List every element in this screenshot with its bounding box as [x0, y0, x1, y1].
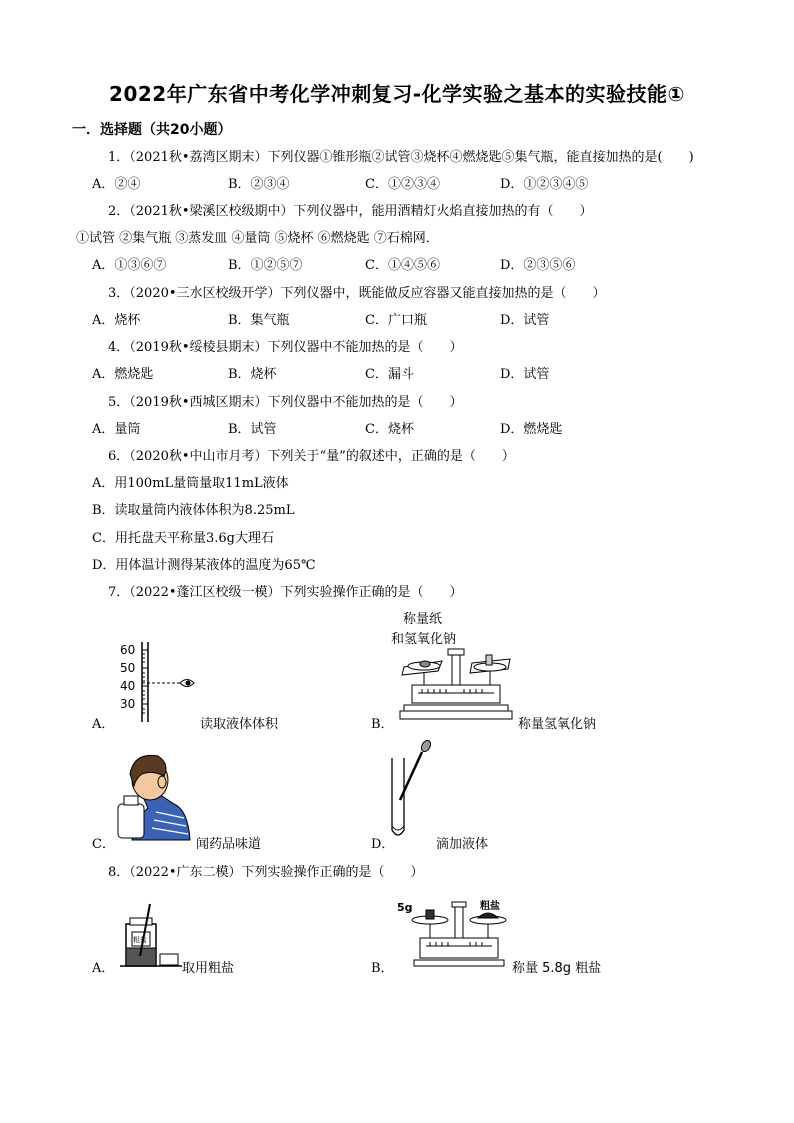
section-heading: 一．选择题（共20小题） [72, 122, 232, 138]
q7-option-a[interactable]: A． [92, 717, 115, 732]
q8-label-a: 取用粗盐 [182, 961, 235, 976]
q1-option-a[interactable]: A．②④ [92, 177, 141, 192]
q2-option-b[interactable]: B．①②⑤⑦ [228, 258, 303, 273]
q3-option-d[interactable]: D．试管 [500, 313, 550, 328]
question-6-stem: 6．（2020秋•中山市月考）下列关于“量”的叙述中，正确的是（ ） [108, 449, 515, 464]
tick-60: 60 [120, 643, 136, 657]
q8-option-a[interactable]: A． [92, 961, 115, 976]
q8-option-b[interactable]: B． [371, 961, 394, 976]
dropper-test-tube-figure [388, 740, 438, 842]
q3-option-b[interactable]: B．集气瓶 [228, 313, 290, 328]
q3-option-a[interactable]: A．烧杯 [92, 313, 141, 328]
q1-option-c[interactable]: C．①②③④ [365, 177, 440, 192]
q5-option-a[interactable]: A．量筒 [92, 422, 141, 437]
question-2-stem: 2．（2021秋•梁溪区校级期中）下列仪器中，能用酒精灯火焰直接加热的有（ ） [108, 204, 593, 219]
q8-label-b: 称量 5.8g 粗盐 [512, 961, 602, 976]
q5-option-b[interactable]: B．试管 [228, 422, 277, 437]
page-title: 2022年广东省中考化学冲刺复习-化学实验之基本的实验技能① [109, 82, 685, 106]
question-8-stem: 8．（2022•广东二模）下列实验操作正确的是（ ） [108, 865, 424, 880]
question-5-stem: 5．（2019秋•西城区期末）下列仪器中不能加热的是（ ） [108, 395, 463, 410]
smelling-figure [112, 752, 194, 842]
salt-label: 粗盐 [480, 901, 500, 912]
q7-option-d[interactable]: D． [371, 837, 395, 852]
tick-50: 50 [120, 661, 136, 675]
q7-option-b[interactable]: B． [371, 717, 394, 732]
label-naoh: 和氢氧化钠 [391, 632, 457, 647]
q4-option-a[interactable]: A．燃烧匙 [92, 367, 154, 382]
balance-5g-figure [408, 900, 510, 968]
q6-option-a[interactable]: A．用100mL量筒量取11mL液体 [92, 476, 289, 491]
q3-option-c[interactable]: C．广口瓶 [365, 313, 427, 328]
jar-label: 粗盐 [133, 936, 147, 944]
q2-option-d[interactable]: D．②③⑤⑥ [500, 258, 576, 273]
balance-figure [398, 645, 513, 725]
q4-option-c[interactable]: C．漏斗 [365, 367, 414, 382]
question-1-stem: 1．（2021秋•荔湾区期末）下列仪器①锥形瓶②试管③烧杯④燃烧匙⑤集气瓶，能直接加热的是( ) [108, 150, 694, 165]
q7-label-c: 闻药品味道 [196, 837, 262, 852]
q6-option-d[interactable]: D．用体温计测得某液体的温度为65℃ [92, 558, 316, 573]
question-2-list: ①试管 ②集气瓶 ③蒸发皿 ④量筒 ⑤烧杯 ⑥燃烧匙 ⑦石棉网． [76, 231, 439, 246]
q4-option-b[interactable]: B．烧杯 [228, 367, 277, 382]
weight-label: 5g [397, 901, 413, 914]
q7-label-a: 读取液体体积 [200, 717, 279, 732]
q2-option-a[interactable]: A．①③⑥⑦ [92, 258, 167, 273]
q7-label-b: 称量氢氧化钠 [518, 717, 597, 732]
q5-option-d[interactable]: D．燃烧匙 [500, 422, 563, 437]
question-3-stem: 3．（2020•三水区校级开学）下列仪器中，既能做反应容器又能直接加热的是（ ） [108, 286, 606, 301]
q6-option-b[interactable]: B．读取量筒内液体体积为8.25mL [92, 503, 295, 518]
q2-option-c[interactable]: C．①④⑤⑥ [365, 258, 440, 273]
tick-40: 40 [120, 679, 136, 693]
q4-option-d[interactable]: D．试管 [500, 367, 550, 382]
q7-label-d: 滴加液体 [436, 837, 489, 852]
q7-option-c[interactable]: C． [92, 837, 115, 852]
q1-option-d[interactable]: D．①②③④⑤ [500, 177, 589, 192]
q5-option-c[interactable]: C．烧杯 [365, 422, 414, 437]
salt-jar-figure [120, 904, 182, 968]
q1-option-b[interactable]: B．②③④ [228, 177, 290, 192]
tick-30: 30 [120, 697, 136, 711]
question-7-stem: 7．（2022•蓬江区校级一模）下列实验操作正确的是（ ） [108, 585, 463, 600]
label-weighing-paper: 称量纸 [403, 612, 443, 627]
q6-option-c[interactable]: C．用托盘天平称量3.6g大理石 [92, 531, 274, 546]
question-4-stem: 4．（2019秋•绥棱县期末）下列仪器中不能加热的是（ ） [108, 340, 463, 355]
